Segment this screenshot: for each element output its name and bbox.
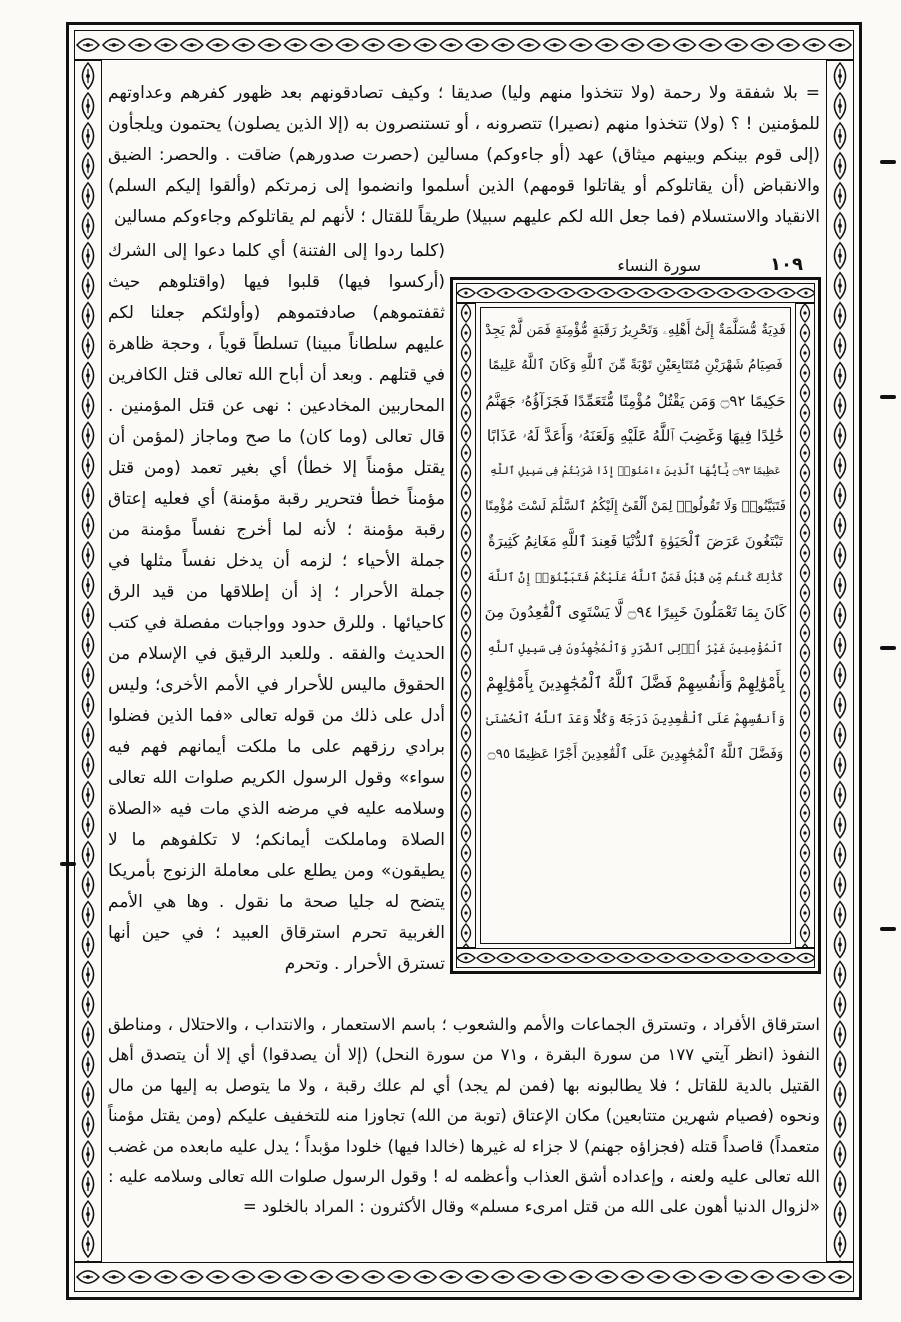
quran-line: ٱلْمُؤْمِنِينَ غَيْرُ أُو۟لِى ٱلضَّرَرِ وَٱلْمُجَٰهِدُونَ فِى سَبِيلِ ٱللَّهِ xyxy=(487,640,784,655)
top-ornament-band xyxy=(74,30,854,60)
quran-line: خَٰلِدًا فِيهَا وَغَضِبَ ٱللَّهُ عَلَيْهِ وَلَعَنَهُۥ وَأَعَدَّ لَهُۥ عَذَابًا xyxy=(486,426,785,445)
quran-line: فَصِيَامُ شَهْرَيْنِ مُتَتَابِعَيْنِ تَوْبَةً مِّنَ ٱللَّهِ وَكَانَ ٱللَّهُ عَلِيمًا xyxy=(488,357,783,374)
commentary-bottom: استرقاق الأفراد ، وتسترق الجماعات والأمم والشعوب ؛ باسم الاستعمار ، والانتداب ، والاحتلال ، ومناطق النفوذ (انظر آيتي ١٧٧ من سورة البقرة ، و٧١ من سورة النحل) (إلا أن يصدقوا) أي إلا أن يتصدق أهل القتيل بالدية للقاتل ؛ فلا يطالبونه بها (فمن لم يجد) أي لم علك رقبة ، ولا ما يتوصل به إليها من مال ونحوه (فصيام شهرين متتابعين) مكان الإعتاق (توبة من الله) تجاوزا منه للتخفيف عليكم (ومن يقتل مؤمناً متعمداً) قاصداً قتله (فجزاؤه جهنم) لا جزاء له غيرها (خالدا فيها) خلودا مؤبداً ؛ يدل عليه مابعده من غضب الله تعالى عليه ولعنه ، وإعداده أشق العذاب وأعظمه له ! وقول الرسول صلوات الله تعالى وسلامه عليه : «لزوال الدنيا أهون على الله من قتل امرىء مسلم» وقال الأكثرون : المراد بالخلود = xyxy=(108,1015,820,1217)
quran-line: كَانَ بِمَا تَعْمَلُونَ خَبِيرًا ۝٩٤ لَّا يَسْتَوِى ٱلْقَٰعِدُونَ مِنَ xyxy=(484,603,787,622)
quran-line: كَذَٰلِكَ كُنتُم مِّن قَبْلُ فَمَنَّ ٱللَّهُ عَلَيْكُمْ فَتَبَيَّنُوٓا۟ إِنَّ ٱللَّهَ xyxy=(487,570,784,585)
right-ornament-band xyxy=(826,60,854,1262)
quran-line: فَتَبَيَّنُوا۟ وَلَا تَقُولُوا۟ لِمَنْ أَلْقَىٰٓ إِلَيْكُمُ ٱلسَّلَٰمَ لَسْتَ مُؤْمِنًا xyxy=(485,499,786,515)
quran-line: بِأَمْوَٰلِهِمْ وَأَنفُسِهِمْ فَضَّلَ ٱللَّهُ ٱلْمُجَٰهِدِينَ بِأَمْوَٰلِهِمْ xyxy=(486,673,785,692)
left-ornament-band xyxy=(74,60,102,1262)
quran-line: تَبْتَغُونَ عَرَضَ ٱلْحَيَوٰةِ ٱلدُّنْيَا فَعِندَ ٱللَّهِ مَغَانِمُ كَثِيرَةٌ xyxy=(488,533,783,550)
commentary-top: = بلا شفقة ولا رحمة (ولا تتخذوا منهم وليا) صديقا ؛ وكيف تصادقونهم بعد ظهور كفرهم وعداوتهم للمؤمنين ! ؟ (ولا) تتخذوا منهم (نصيرا) تتصرونه ، أو تستنصرون به (إلا الذين يصلون) يحتمون ويلجأون (إلى قوم بينكم وبينهم ميثاق) عهد (أو جاءوكم) مسالين (حصرت صدورهم) ضاقت . والحصر: الضيق والانقباض (أن يقاتلوكم أو يقاتلوا قومهم) الذين أسلموا وانضموا إلى زمرتكم (وألقوا إليكم السلم) الانقياد والاستسلام (فما جعل الله لكم عليهم سبيلا) طريقاً للقتال ؛ لأنهم لم يقاتلوكم وجاءوكم مسالين xyxy=(108,83,820,227)
quran-line: فَدِيَةٌ مُّسَلَّمَةٌ إِلَىٰٓ أَهْلِهِۦ وَتَحْرِيرُ رَقَبَةٍ مُّؤْمِنَةٍ فَمَن لَّمْ يَجِدْ xyxy=(485,322,786,338)
surah-header xyxy=(450,256,821,278)
quran-line: وَأَنفُسِهِمْ عَلَى ٱلْقَٰعِدِينَ دَرَجَةً وَكُلًّا وَعَدَ ٱللَّهُ ٱلْحُسْنَىٰ xyxy=(486,711,785,727)
quran-bottom-ornament xyxy=(456,948,815,968)
quran-panel xyxy=(450,277,821,974)
quran-verses xyxy=(484,313,787,772)
quran-right-ornament xyxy=(795,303,815,948)
bottom-ornament-band xyxy=(74,1262,854,1292)
page-number: ١٠٩ xyxy=(770,254,803,275)
quran-top-ornament xyxy=(456,283,815,303)
quran-left-ornament xyxy=(456,303,476,948)
quran-line: حَكِيمًا ۝٩٢ وَمَن يَقْتُلْ مُؤْمِنًا مُّتَعَمِّدًا فَجَزَآؤُهُۥ جَهَنَّمُ xyxy=(485,391,786,410)
commentary-column: (كلما ردوا إلى الفتنة) أي كلما دعوا إلى الشرك (أركسوا فيها) قلبوا فيها (واقتلوهم حيث ثقفتموهم) صادفتموهم (وأولئكم جعلنا لكم عليهم سلطاناً مبينا) تسلطاً قوياً ، وحجة ظاهرة في قتلهم . وبعد أن أباح الله تعالى قتل الكافرين المحاربين المخادعين : نهى عن قتل المؤمنين . قال تعالى (وما كان) ما صح وماجاز (لمؤمن أن يقتل مؤمناً إلا خطأ) أي بغير تعمد (ومن قتل مؤمناً خطأ فتحرير رقبة مؤمنة) أي فعليه إعتاق رقبة مؤمنة ؛ لأنه لما أخرج نفساً مؤمنة من جملة الأحياء ؛ لزمه أن يدخل نفساً مثلها في جملة الأحرار ؛ إذ أن إطلاقها من قيد الرق كاحيائها . وللرق حدود وواجبات مفصلة في كتب الحديث والفقه . وللعبد الرقيق في الإسلام من الحقوق ماليس للأحرار في الأمم الأخرى؛ وليس أدل على ذلك من قوله تعالى «فما الذين فضلوا برادي رزقهم على ما ملكت أيمانهم فهم فيه سواء» وقول الرسول الكريم صلوات الله تعالى وسلامه عليه في مرضه الذي مات فيه «الصلاة الصلاة وماملكت أيمانكم؛ لا تكلفوهم ما لا يطيقون» ومن يطلع على معاملة الزنوج بأمريكا يتضح له جليا صحة ما نقول . وها هي الأمم الغربية تحرم استرقاق العبيد ؛ في حين أنها تسترق الأحرار . وتحرم xyxy=(108,241,445,974)
surah-name: سورة النساء xyxy=(617,256,701,275)
quran-line: وَفَضَّلَ ٱللَّهُ ٱلْمُجَٰهِدِينَ عَلَى ٱلْقَٰعِدِينَ أَجْرًا عَظِيمًا ۝٩٥ xyxy=(487,745,784,762)
quran-line: عَظِيمًا ۝٩٣ يَٰٓأَيُّهَا ٱلَّذِينَ ءَامَنُوٓا۟ إِذَا ضَرَبْتُمْ فِى سَبِيلِ ٱللَّهِ xyxy=(490,465,781,478)
